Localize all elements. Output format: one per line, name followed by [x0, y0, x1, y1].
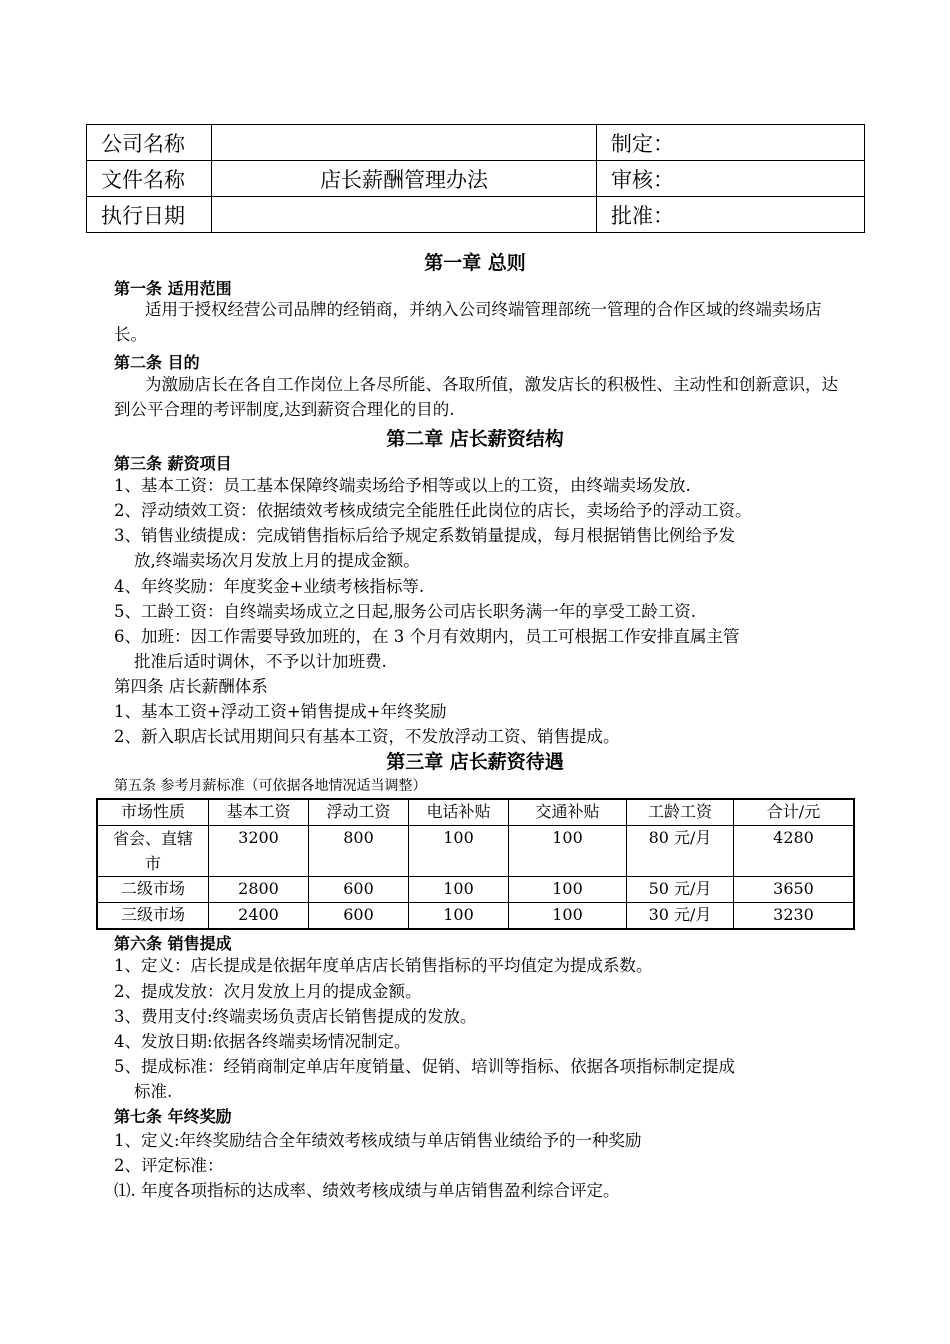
header-row-filename — [87, 161, 865, 197]
table-cell: 100 — [409, 826, 509, 877]
salary-table-header — [97, 799, 854, 826]
table-cell: 50 元/月 — [627, 877, 734, 903]
article-3-item: 6、加班：因工作需要导致加班的，在 3 个月有效期内，员工可根据工作安排直属主管 — [114, 627, 740, 646]
table-cell: 800 — [309, 826, 409, 877]
header-label: 文件名称 — [87, 161, 212, 197]
header-row-date — [87, 197, 865, 233]
table-cell: 30 元/月 — [627, 903, 734, 930]
chapter-1-title: 第一章 总则 — [424, 252, 526, 274]
article-4-item: 1、基本工资+浮动工资+销售提成+年终奖励 — [114, 702, 447, 721]
table-header-cell: 工龄工资 — [627, 799, 734, 826]
article-4-item: 2、新入职店长试用期间只有基本工资，不发放浮动工资、销售提成。 — [114, 727, 620, 746]
table-header-cell: 基本工资 — [209, 799, 309, 826]
table-cell: 100 — [509, 877, 627, 903]
header-value — [212, 197, 597, 233]
table-cell: 100 — [409, 903, 509, 930]
table-cell: 2800 — [209, 877, 309, 903]
header-label: 执行日期 — [87, 197, 212, 233]
article-6-title: 第六条 销售提成 — [114, 934, 232, 953]
article-3-title: 第三条 薪资项目 — [114, 454, 232, 473]
table-cell: 100 — [409, 877, 509, 903]
article-1-title: 第一条 适用范围 — [114, 279, 232, 298]
table-header-cell: 电话补贴 — [409, 799, 509, 826]
article-6-item: 标准. — [134, 1082, 173, 1101]
table-header-cell: 市场性质 — [97, 799, 209, 826]
table-cell: 3230 — [734, 903, 855, 930]
article-4-title: 第四条 店长薪酬体系 — [114, 677, 268, 696]
article-7-item: 1、定义:年终奖励结合全年绩效考核成绩与单店销售业绩给予的一种奖励 — [114, 1131, 642, 1150]
article-5-title: 第五条 参考月薪标准（可依据各地情况适当调整） — [114, 778, 427, 794]
article-6-item: 4、发放日期:依据各终端卖场情况制定。 — [114, 1032, 411, 1051]
table-header-cell: 合计/元 — [734, 799, 855, 826]
table-cell: 3200 — [209, 826, 309, 877]
document-header-table — [86, 124, 865, 233]
article-7-item: 2、评定标准： — [114, 1156, 224, 1175]
chapter-2-title: 第二章 店长薪资结构 — [386, 428, 564, 450]
article-3-item: 4、年终奖励：年度奖金+业绩考核指标等. — [114, 577, 425, 596]
header-value — [212, 125, 597, 161]
article-3-item: 放,终端卖场次月发放上月的提成金额。 — [134, 551, 420, 570]
table-header-cell: 浮动工资 — [309, 799, 409, 826]
table-cell: 省会、直辖市 — [97, 826, 209, 877]
article-3-item: 批准后适时调休，不予以计加班费. — [134, 652, 387, 671]
table-cell: 100 — [509, 826, 627, 877]
salary-table — [96, 798, 855, 930]
table-cell: 100 — [509, 903, 627, 930]
header-label: 公司名称 — [87, 125, 212, 161]
header-right: 批准： — [597, 197, 865, 233]
table-cell: 80 元/月 — [627, 826, 734, 877]
table-cell: 4280 — [734, 826, 855, 877]
table-cell: 三级市场 — [97, 903, 209, 930]
article-3-item: 2、浮动绩效工资：依据绩效考核成绩完全能胜任此岗位的店长，卖场给予的浮动工资。 — [114, 501, 752, 520]
header-right: 审核： — [597, 161, 865, 197]
article-6-item: 5、提成标准：经销商制定单店年度销量、促销、培训等指标、依据各项指标制定提成 — [114, 1057, 735, 1076]
table-row — [97, 826, 854, 877]
header-right: 制定： — [597, 125, 865, 161]
table-row — [97, 877, 854, 903]
article-2-title: 第二条 目的 — [114, 353, 200, 372]
article-3-item: 3、销售业绩提成：完成销售指标后给予规定系数销量提成，每月根据销售比例给予发 — [114, 526, 735, 545]
article-6-item: 2、提成发放：次月发放上月的提成金额。 — [114, 982, 422, 1001]
table-cell: 3650 — [734, 877, 855, 903]
article-7-title: 第七条 年终奖励 — [114, 1107, 232, 1126]
article-1-text: 适用于授权经营公司品牌的经销商，并纳入公司终端管理部统一管理的合作区域的终端卖场店长。 — [114, 300, 822, 344]
article-3-item: 5、工龄工资：自终端卖场成立之日起,服务公司店长职务满一年的享受工龄工资. — [114, 602, 696, 621]
header-row-company — [87, 125, 865, 161]
table-cell: 600 — [309, 877, 409, 903]
table-cell: 二级市场 — [97, 877, 209, 903]
table-row — [97, 903, 854, 930]
table-cell: 2400 — [209, 903, 309, 930]
table-cell: 600 — [309, 903, 409, 930]
article-7-item: ⑴. 年度各项指标的达成率、绩效考核成绩与单店销售盈利综合评定。 — [114, 1181, 620, 1200]
article-3-item: 1、基本工资：员工基本保障终端卖场给予相等或以上的工资，由终端卖场发放. — [114, 476, 691, 495]
article-2-text: 为激励店长在各自工作岗位上各尽所能、各取所值，激发店长的积极性、主动性和创新意识，达到公平合理的考评制度,达到薪资合理化的目的. — [114, 375, 838, 419]
article-6-item: 1、定义：店长提成是依据年度单店店长销售指标的平均值定为提成系数。 — [114, 956, 653, 975]
header-value: 店长薪酬管理办法 — [212, 161, 597, 197]
chapter-3-title: 第三章 店长薪资待遇 — [386, 751, 564, 773]
table-header-cell: 交通补贴 — [509, 799, 627, 826]
article-6-item: 3、费用支付:终端卖场负责店长销售提成的发放。 — [114, 1007, 477, 1026]
